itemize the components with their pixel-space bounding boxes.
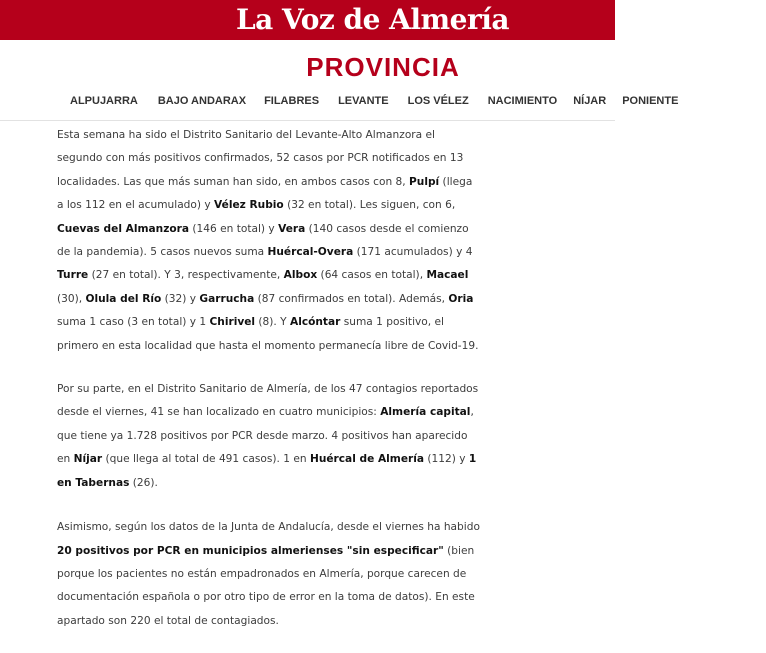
- nav-item-los-velez[interactable]: LOS VÉLEZ: [407, 95, 469, 107]
- place-name: 20 positivos por PCR en municipios almerienses "sin especificar": [57, 544, 444, 557]
- place-name: Macael: [426, 269, 469, 282]
- nav-item-nacimiento[interactable]: NACIMIENTO: [487, 95, 558, 107]
- place-name: Alcóntar: [290, 316, 341, 329]
- place-name: Garrucha: [199, 292, 255, 305]
- place-name: Olula del Río: [85, 292, 162, 305]
- subsection-nav: [70, 95, 698, 107]
- place-name: Turre: [57, 269, 89, 282]
- nav-item-bajo-andarax[interactable]: BAJO ANDARAX: [157, 95, 247, 107]
- place-name: Cuevas del Almanzora: [57, 222, 190, 235]
- place-name: Huércal-Overa: [267, 246, 354, 259]
- place-name: Níjar: [73, 453, 103, 466]
- place-name: Almería capital: [380, 406, 471, 419]
- nav-item-poniente[interactable]: PONIENTE: [622, 95, 679, 107]
- nav-item-alpujarra[interactable]: ALPUJARRA: [70, 95, 138, 107]
- article-paragraph: Esta semana ha sido el Distrito Sanitario del Levante-Alto Almanzora el segundo con más positivos confirmados, 52 casos por PCR notificados en 13 localidades. Las que más suman han sido, en ambos casos con 8, Pulpí (llega a los 112 en el acumulado) y Vélez Rubio (32 en total). Les siguen, con 6, Cuevas del Almanzora (146 en total) y Vera (140 casos desde el comienzo de la pandemia). 5 casos nuevos suma Huércal-Overa (171 acumulados) y 4 Turre (27 en total). Y 3, respectivamente, Albox (64 casos en total), Macael (30), Olula del Río (32) y Garrucha (87 confirmados en total). Además, Oria suma 1 caso (3 en total) y 1 Chirivel (8). Y Alcóntar suma 1 positivo, el primero en esta localidad que hasta el momento permanecía libre de Covid-19.: [57, 129, 479, 352]
- article-body: [57, 124, 482, 653]
- place-name: Vélez Rubio: [214, 199, 284, 212]
- place-name: Huércal de Almería: [309, 453, 425, 466]
- place-name: Vera: [278, 222, 306, 235]
- place-name: 1 en Tabernas: [57, 453, 477, 489]
- place-name: Pulpí: [409, 175, 440, 188]
- site-header: [0, 0, 615, 40]
- place-name: Oria: [448, 292, 474, 305]
- nav-item-levante[interactable]: LEVANTE: [338, 95, 389, 107]
- place-name: Chirivel: [209, 316, 256, 329]
- section-title[interactable]: PROVINCIA: [306, 52, 460, 82]
- header-divider: [0, 120, 615, 121]
- article-paragraph: Por su parte, en el Distrito Sanitario de Almería, de los 47 contagios reportados desde el viernes, 41 se han localizado en cuatro municipios: Almería capital, que tiene ya 1.728 positivos por PCR desde marzo. 4 positivos han aparecido en Níjar (que llega al total de 491 casos). 1 en Huércal de Almería (112) y 1 en Tabernas (26).: [57, 383, 479, 489]
- site-logo[interactable]: La Voz de Almería: [235, 3, 509, 36]
- nav-item-filabres[interactable]: FILABRES: [264, 95, 320, 107]
- place-name: Albox: [283, 269, 318, 282]
- nav-item-nijar[interactable]: NÍJAR: [573, 95, 607, 107]
- article-paragraph: Asimismo, según los datos de la Junta de Andalucía, desde el viernes ha habido 20 positivos por PCR en municipios almerienses "sin especificar" (bien porque los pacientes no están empadronados en Almería, porque carecen de documentación española o por otro tipo de error en la toma de datos). En este apartado son 220 el total de contagiados.: [57, 521, 480, 627]
